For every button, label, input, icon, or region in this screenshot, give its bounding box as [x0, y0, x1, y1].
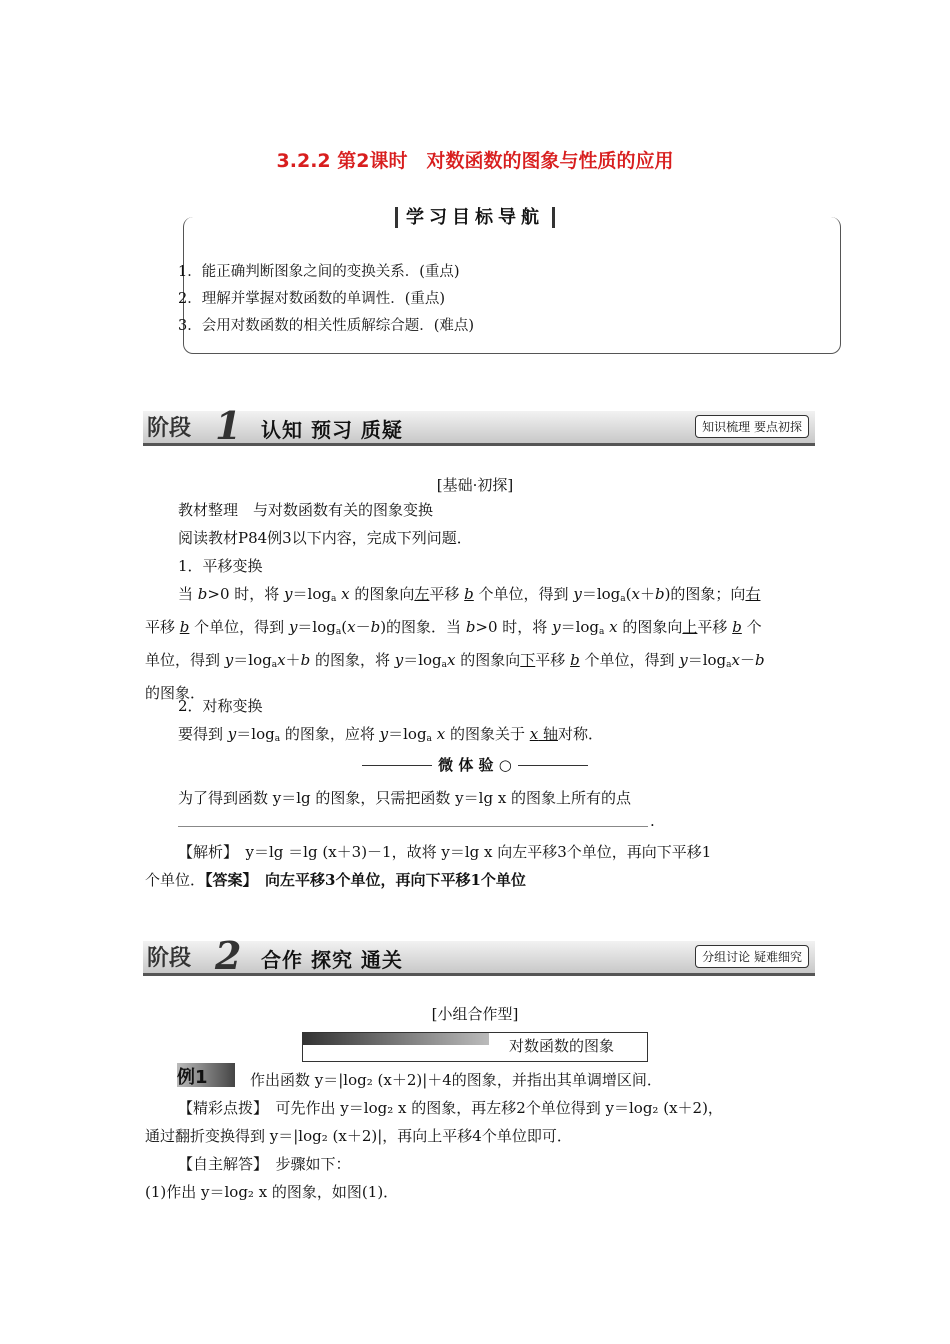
stage1-title: 认知 预习 质疑: [261, 418, 403, 442]
solve-text: 步骤如下：: [275, 1155, 351, 1173]
answer-text: 向左平移3个单位，再向下平移1个单位: [265, 871, 526, 889]
stage2-tag: 分组讨论 疑难细究: [695, 945, 809, 968]
example-tag: [177, 1063, 235, 1087]
question: 为了得到函数 y＝lg 的图象，只需把函数 y＝lg x 的图象上所有的点: [178, 789, 632, 807]
hint-line: [178, 1094, 846, 1122]
example-text: 作出函数 y＝|log₂ (x＋2)|＋4的图象，并指出其单调增区间．: [250, 1071, 662, 1089]
symmetry-paragraph: 要得到 $y=\log_a$ 的图象，应将 $y=\log_a$ x 的图象关于 x 轴对称．: [178, 725, 603, 744]
page-title: 3.2.2 第2课时 对数函数的图象与性质的应用: [276, 150, 674, 172]
answer-blank: [178, 826, 648, 827]
mini-experience-text: 微 体 验: [438, 756, 494, 774]
material-heading: 教材整理 与对数函数有关的图象变换: [178, 501, 434, 519]
type-banner: [303, 1033, 489, 1045]
stage1-number: 1: [215, 403, 242, 448]
stage1-label: 阶段: [147, 416, 192, 441]
section-basic: [基础·初探]: [436, 476, 514, 494]
stage2-label: 阶段: [147, 946, 192, 971]
solve-line: [178, 1150, 846, 1178]
hint-label: 【精彩点拨】: [178, 1099, 261, 1117]
hint-text: 可先作出 y＝log₂ x 的图象，再左移2个单位得到 y＝log₂ (x＋2)，: [275, 1099, 723, 1117]
analysis-line: [178, 838, 846, 866]
hint-continued: 通过翻折变换得到 y＝|log₂ (x＋2)|，再向上平移4个单位即可．: [145, 1127, 572, 1145]
example-label: 例1: [177, 1067, 208, 1088]
answer-label: 【答案】: [205, 871, 251, 889]
stage2-bar: [143, 933, 815, 978]
step-1: (1)作出 y＝log₂ x 的图象，如图(1)．: [145, 1183, 399, 1201]
goals-heading: [0, 203, 950, 229]
stage1-tag: 知识梳理 要点初探: [695, 415, 809, 438]
analysis-continued: 个单位．: [145, 871, 206, 889]
blank-period: .: [650, 812, 655, 830]
goal-item-3: 3．会用对数函数的相关性质解综合题．(难点): [178, 318, 475, 334]
goals-heading-text: 学习目标导航: [395, 207, 555, 228]
analysis-text: y＝lg ＝lg (x＋3)－1，故将 y＝lg x 向左平移3个单位，再向下平移1: [245, 843, 712, 861]
section-group: [小组合作型]: [431, 1005, 519, 1023]
answer-line: [145, 866, 813, 894]
read-instruction: 阅读教材P84例3以下内容，完成下列问题．: [178, 529, 472, 547]
stage1-bar: [143, 403, 815, 448]
heading-translation: 1．平移变换: [178, 557, 263, 575]
type-label: 对数函数的图象: [509, 1037, 615, 1055]
analysis-label: 【解析】: [178, 843, 231, 861]
translation-paragraph: 当 b>0 时，将 $y=\log_a$ x 的图象向左平移 b 个单位，得到 $y=\log_a(x+b)$的图象；向右 平移 b 个单位，得到 $y=\log_a(x-b)$的图象．当 b>0 时，将 $y=\log_a$ x 的图象向上平移 b 个 单位，得到 $y=\log_ax+b$ 的图象，将 $y=\log_ax$ 的图象向下平移 b 个单位，得到 $y=\log_ax-b$ 的图象．: [145, 585, 765, 702]
stage2-number: 2: [215, 933, 242, 978]
goal-item-2: 2．理解并掌握对数函数的单调性．(重点): [178, 291, 446, 307]
goal-item-1: 1．能正确判断图象之间的变换关系．(重点): [178, 264, 460, 280]
type-box: [302, 1032, 648, 1062]
mini-experience-heading: 微 体 验 ○: [0, 754, 950, 775]
stage2-title: 合作 探究 通关: [261, 948, 403, 972]
heading-symmetry: 2．对称变换: [178, 697, 263, 715]
solve-label: 【自主解答】: [178, 1155, 261, 1173]
